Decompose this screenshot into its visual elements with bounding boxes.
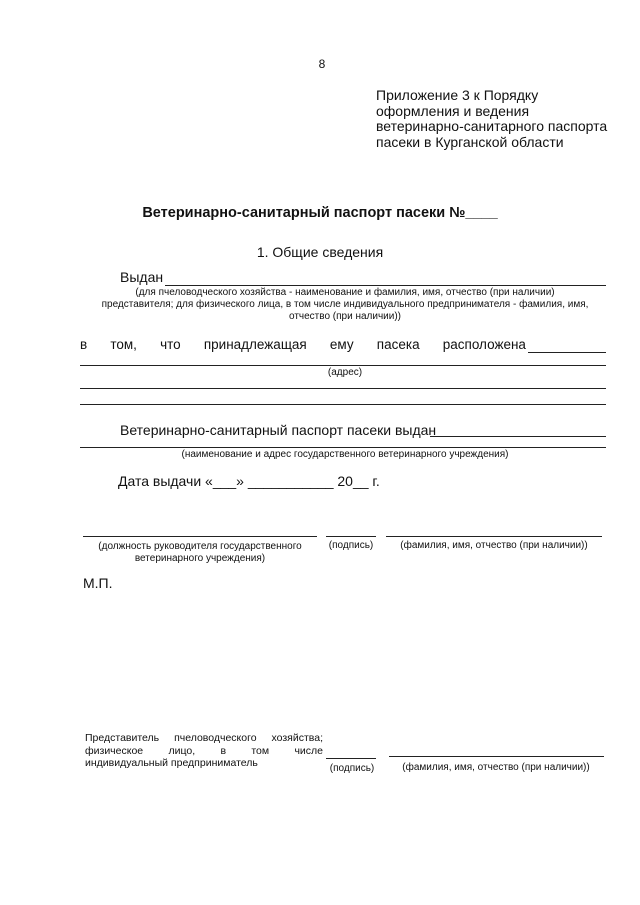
location-word: что <box>160 337 181 352</box>
issued-to-line[interactable] <box>165 285 606 286</box>
name-line[interactable] <box>386 536 602 537</box>
vet-issued-label: Ветеринарно-санитарный паспорт пасеки выдан <box>120 422 437 438</box>
appendix-note <box>376 88 616 150</box>
location-word: расположена <box>442 337 526 352</box>
location-word: принадлежащая <box>203 337 307 352</box>
vet-institution-line[interactable] <box>80 447 606 448</box>
issued-hint-line: (для пчеловодческого хозяйства - наименование и фамилия, имя, отчество (при наличии) <box>135 287 555 298</box>
appendix-line: ветеринарно-санитарного паспорта <box>376 118 608 134</box>
vet-institution-hint: (наименование и адрес государственного ветеринарного учреждения) <box>181 449 509 460</box>
signature-line[interactable] <box>326 536 376 537</box>
representative-text <box>85 732 323 770</box>
signature-hint: (подпись) <box>328 540 374 551</box>
rep-signature-line[interactable] <box>326 758 376 759</box>
rep-signature-hint: (подпись) <box>329 763 375 774</box>
appendix-line: оформления и ведения <box>376 102 530 119</box>
address-hint: (адрес) <box>327 367 363 378</box>
rep-name-line[interactable] <box>389 756 604 757</box>
representative-line: индивидуальный предприниматель <box>85 757 258 769</box>
appendix-line: пасеки в Курганской области <box>376 133 564 150</box>
issued-hint-line: представителя; для физического лица, в том числе индивидуального предпринимателя - фамилия, имя, <box>101 299 589 310</box>
document-title: Ветеринарно-санитарный паспорт пасеки №____ <box>142 205 498 221</box>
vet-issued-inline-line[interactable] <box>430 436 606 437</box>
issued-hint <box>80 287 610 323</box>
issue-date: Дата выдачи «___» ___________ 20__ г. <box>118 473 380 489</box>
location-inline-line[interactable] <box>528 352 606 353</box>
representative-line: Представитель пчеловодческого хозяйства; <box>85 732 323 744</box>
name-hint: (фамилия, имя, отчество (при наличии)) <box>400 540 588 551</box>
address-line-3[interactable] <box>80 404 606 405</box>
issued-hint-line: отчество (при наличии)) <box>288 311 402 322</box>
rep-name-hint: (фамилия, имя, отчество (при наличии)) <box>402 762 590 773</box>
representative-line: физическое лицо, в том числе <box>85 744 323 757</box>
position-hint: (должность руководителя государственного ветеринарного учреждения) <box>98 541 302 564</box>
address-line-2[interactable] <box>80 388 606 389</box>
location-word: пасека <box>376 337 420 352</box>
appendix-line: Приложение 3 к Порядку <box>376 87 539 103</box>
issued-label: Выдан <box>120 269 164 285</box>
location-sentence <box>80 337 526 352</box>
position-line[interactable] <box>83 536 317 537</box>
section-heading: 1. Общие сведения <box>256 244 384 260</box>
location-word: в <box>80 337 88 352</box>
location-word: ему <box>329 337 354 352</box>
location-word: том, <box>110 337 137 352</box>
stamp-label: М.П. <box>83 575 113 591</box>
address-line-1[interactable] <box>80 365 606 366</box>
page-number: 8 <box>318 57 326 71</box>
